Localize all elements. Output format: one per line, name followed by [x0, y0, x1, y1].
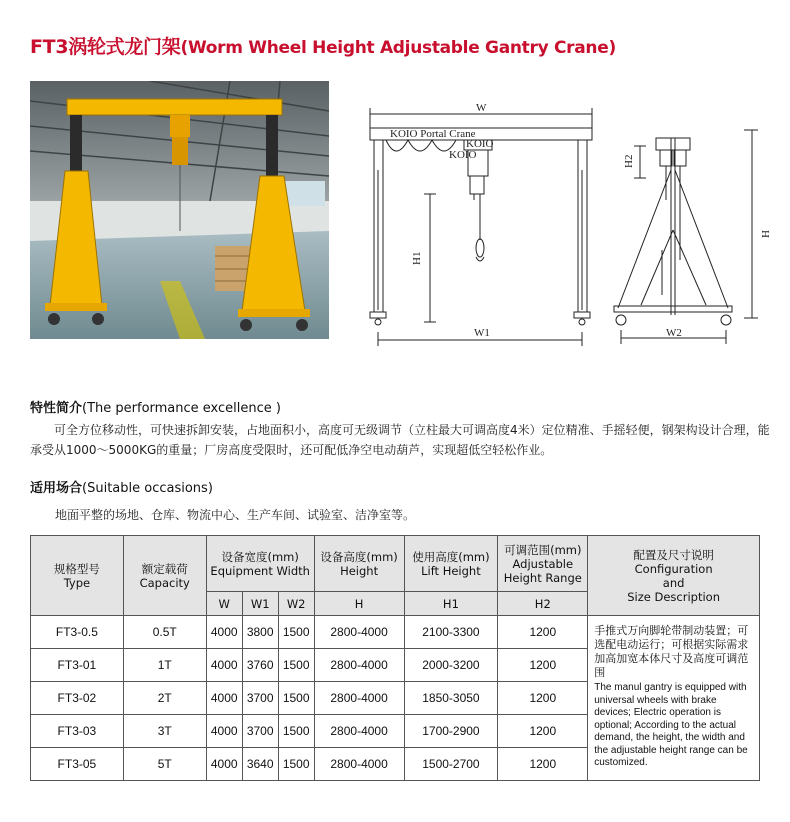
cell-h: 2800-4000 [314, 616, 404, 649]
page-title [30, 32, 616, 59]
cell-w: 4000 [206, 649, 242, 682]
cell-h1: 2100-3300 [404, 616, 498, 649]
cell-h1: 1850-3050 [404, 682, 498, 715]
hoist-label: KOIO [466, 138, 494, 150]
occasions-text: 地面平整的场地、仓库、物流中心、生产车间、试验室、洁净室等。 [55, 508, 416, 522]
cell-h2: 1200 [498, 649, 588, 682]
cell-h1: 1700-2900 [404, 715, 498, 748]
occasions-heading-cn: 适用场合 [30, 481, 83, 496]
cell-h: 2800-4000 [314, 748, 404, 781]
cell-w: 4000 [206, 748, 242, 781]
occasions-heading [30, 477, 213, 496]
header-w: W [206, 592, 242, 616]
performance-heading-cn: 特性简介 [30, 401, 83, 416]
header-h2: H2 [498, 592, 588, 616]
dim-w2: W2 [666, 327, 682, 339]
cell-h1: 1500-2700 [404, 748, 498, 781]
cell-w1: 3700 [242, 682, 278, 715]
cell-type: FT3-01 [31, 649, 124, 682]
cell-w1: 3640 [242, 748, 278, 781]
technical-drawing [356, 100, 776, 350]
gantry-crane-photo [30, 81, 329, 339]
description-cn: 手推式万向脚轮带制动装置；可选配电动运行；可根据实际需求加高加宽本体尺寸及高度可调范围 [594, 624, 749, 679]
cell-capacity: 2T [123, 682, 206, 715]
cell-capacity: 1T [123, 649, 206, 682]
header-capacity: 额定载荷 Capacity [123, 536, 206, 616]
cell-h2: 1200 [498, 748, 588, 781]
cell-w2: 1500 [278, 748, 314, 781]
header-width: 设备宽度(mm) Equipment Width [206, 536, 314, 592]
performance-heading [30, 397, 281, 416]
cell-h1: 2000-3200 [404, 649, 498, 682]
header-range: 可调范围(mm) Adjustable Height Range [498, 536, 588, 592]
cell-w: 4000 [206, 682, 242, 715]
dim-h2: H2 [623, 154, 635, 168]
cell-capacity: 3T [123, 715, 206, 748]
header-config: 配置及尺寸说明 Configuration and Size Description [588, 536, 760, 616]
cell-w: 4000 [206, 715, 242, 748]
cell-w2: 1500 [278, 649, 314, 682]
cell-h2: 1200 [498, 682, 588, 715]
cell-type: FT3-0.5 [31, 616, 124, 649]
brand-label: KOIO Portal Crane [390, 128, 476, 140]
cell-w: 4000 [206, 616, 242, 649]
cell-w2: 1500 [278, 682, 314, 715]
cell-type: FT3-02 [31, 682, 124, 715]
performance-heading-en: (The performance excellence ) [82, 401, 281, 416]
hoist-label-2: KOIO [449, 149, 477, 161]
cell-capacity: 5T [123, 748, 206, 781]
cell-h2: 1200 [498, 715, 588, 748]
cell-w2: 1500 [278, 715, 314, 748]
cell-w1: 3760 [242, 649, 278, 682]
cell-h: 2800-4000 [314, 682, 404, 715]
cell-h: 2800-4000 [314, 649, 404, 682]
dim-h: H [759, 230, 771, 238]
cell-w1: 3800 [242, 616, 278, 649]
header-w1: W1 [242, 592, 278, 616]
cell-capacity: 0.5T [123, 616, 206, 649]
performance-text: 可全方位移动性，可快速拆卸安装，占地面积小，高度可无级调节（立柱最大可调高度4米）定位精准、手摇轻便，钢架构设计合理，能承受从1000～5000KG的重量；厂房高度受限时，还可配低净空电动葫芦，实现超低空轻松作业。 [30, 423, 770, 457]
title-en: (Worm Wheel Height Adjustable Gantry Crane) [180, 38, 616, 58]
occasions-heading-en: (Suitable occasions) [82, 481, 213, 496]
header-lift-height: 使用高度(mm) Lift Height [404, 536, 498, 592]
description-en: The manul gantry is equipped with universal wheels with brake devices; Electric operation is optional; According to the actual demand, the height, the width and the adjustable height range can be customized. [594, 682, 748, 768]
title-cn: FT3涡轮式龙门架 [30, 36, 181, 58]
cell-h2: 1200 [498, 616, 588, 649]
dim-h1: H1 [411, 251, 423, 265]
dim-w1: W1 [474, 327, 490, 339]
header-height: 设备高度(mm) Height [314, 536, 404, 592]
header-w2: W2 [278, 592, 314, 616]
config-description [588, 616, 760, 781]
cell-w2: 1500 [278, 616, 314, 649]
header-h: H [314, 592, 404, 616]
spec-table [30, 535, 760, 781]
header-type: 规格型号 Type [31, 536, 124, 616]
cell-type: FT3-05 [31, 748, 124, 781]
header-h1: H1 [404, 592, 498, 616]
cell-type: FT3-03 [31, 715, 124, 748]
cell-h: 2800-4000 [314, 715, 404, 748]
table-row [31, 616, 760, 649]
dim-w: W [476, 102, 487, 114]
cell-w1: 3700 [242, 715, 278, 748]
